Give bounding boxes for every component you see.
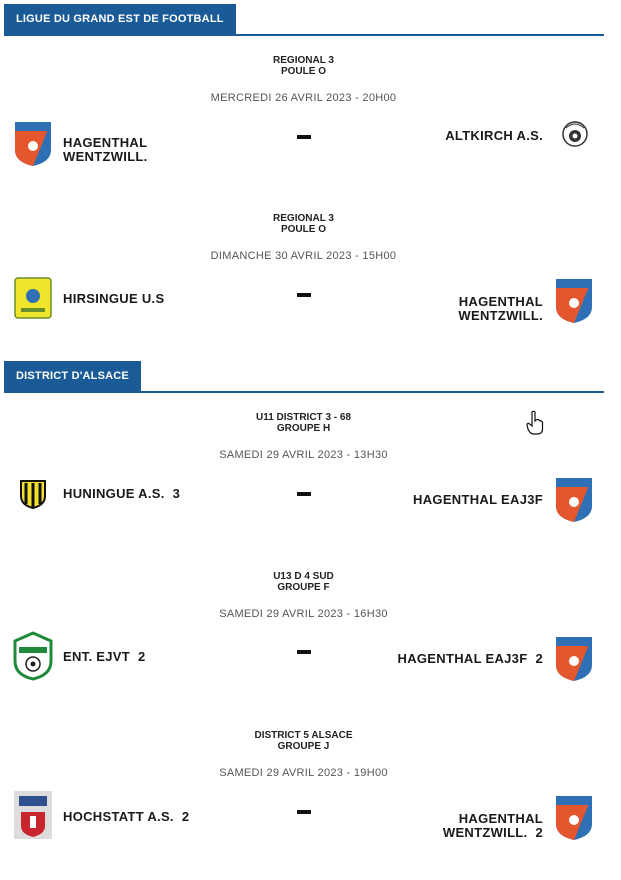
match-date: SAMEDI 29 AVRIL 2023 - 13H30 [219,449,388,461]
away-team-logo-icon [554,476,594,524]
away-team-name[interactable]: HAGENTHAL EAJ3F [413,492,543,507]
versus-dash [297,650,311,654]
away-team-name[interactable]: HAGENTHAL WENTZWILL. [458,294,543,323]
match-card[interactable] [0,571,621,721]
competition-label: U13 D 4 SUD GROUPE F [273,571,334,593]
away-score: 2 [535,651,543,666]
competition-label: REGIONAL 3 POULE O [273,213,334,235]
away-team-logo-icon [554,277,594,325]
match-date: MERCREDI 26 AVRIL 2023 - 20H00 [210,92,397,104]
match-date: SAMEDI 29 AVRIL 2023 - 16H30 [219,608,388,620]
match-card[interactable] [0,55,621,205]
home-team-name[interactable]: HOCHSTATT A.S. 2 [63,809,190,824]
away-team-logo-icon [554,794,594,842]
competition-label: REGIONAL 3 POULE O [273,55,334,77]
match-date: SAMEDI 29 AVRIL 2023 - 19H00 [219,767,388,779]
competition-label: U11 DISTRICT 3 - 68 GROUPE H [255,412,352,434]
home-team-name[interactable]: HIRSINGUE U.S [63,291,165,306]
away-team-name[interactable]: HAGENTHAL EAJ3F 2 [397,651,543,666]
home-team-logo-icon [13,276,53,320]
section-header-district [4,361,604,393]
match-card[interactable] [0,213,621,363]
section-title: DISTRICT D'ALSACE [4,361,141,391]
match-card[interactable] [0,730,621,880]
home-score: 2 [181,809,190,824]
home-team-logo-icon [13,790,53,840]
versus-dash [297,135,311,139]
home-team-logo-icon [18,478,48,510]
home-team-name[interactable]: ENT. EJVT 2 [63,649,146,664]
competition-label: DISTRICT 5 ALSACE GROUPE J [254,730,353,752]
home-team-logo-icon [13,631,53,681]
section-header-ligue [4,4,604,36]
versus-dash [297,492,311,496]
away-team-name[interactable]: HAGENTHAL WENTZWILL. 2 [442,811,543,840]
away-team-name[interactable]: ALTKIRCH A.S. [445,128,543,143]
away-score: 2 [535,825,543,840]
versus-dash [297,293,311,297]
match-date: DIMANCHE 30 AVRIL 2023 - 15H00 [210,250,397,262]
home-team-name[interactable]: HAGENTHAL WENTZWILL. [63,135,148,164]
away-team-logo-icon [561,120,589,148]
hand-cursor-icon [526,410,544,436]
home-score: 3 [172,486,181,501]
home-team-logo-icon [13,120,53,168]
away-team-logo-icon [554,635,594,683]
home-team-name[interactable]: HUNINGUE A.S. 3 [63,486,181,501]
home-score: 2 [138,649,146,664]
section-title: LIGUE DU GRAND EST DE FOOTBALL [4,4,236,34]
versus-dash [297,810,311,814]
